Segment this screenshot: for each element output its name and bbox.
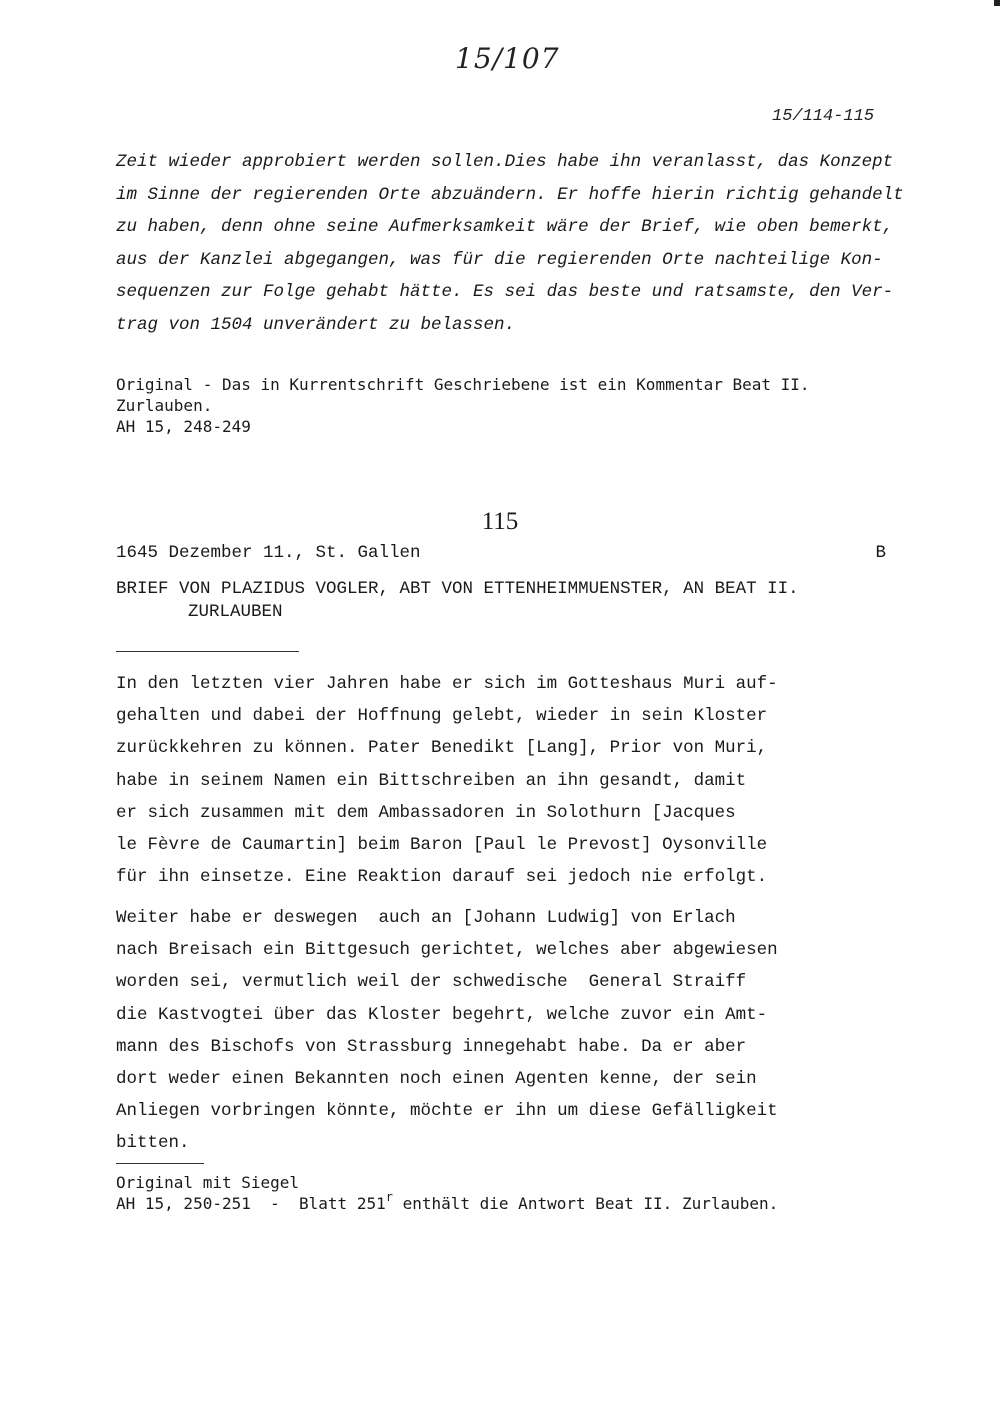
- text-line: gehalten und dabei der Hoffnung gelebt, wieder in sein Kloster: [116, 706, 768, 727]
- note-line: Original mit Siegel: [116, 1173, 300, 1192]
- letter-type: B: [875, 543, 886, 563]
- text-line: zu haben, denn ohne seine Aufmerksamkeit wäre der Brief, wie oben bemerkt,: [116, 217, 894, 238]
- text-line: Zeit wieder approbiert werden sollen.Dies habe ihn veranlasst, das Konzept: [116, 152, 894, 172]
- paragraph-1: [116, 668, 916, 893]
- text-line: er sich zusammen mit dem Ambassadoren in Solothurn [Jacques: [116, 802, 736, 823]
- note-line: Zurlauben.: [116, 396, 213, 415]
- note-line: Original - Das in Kurrentschrift Geschriebene ist ein Kommentar Beat II.: [116, 375, 810, 394]
- text-line: bitten.: [116, 1133, 190, 1154]
- handwritten-folio-number: 15/107: [455, 42, 560, 75]
- divider: [116, 1163, 204, 1164]
- text-line: nach Breisach ein Bittgesuch gerichtet, welches aber abgewiesen: [116, 940, 778, 961]
- note-text: AH 15, 250-251 - Blatt 251: [116, 1194, 386, 1213]
- text-line: mann des Bischofs von Strassburg innegehabt habe. Da er aber: [116, 1036, 747, 1057]
- date-place: 1645 Dezember 11., St. Gallen: [116, 543, 421, 563]
- source-note-2: [116, 1172, 778, 1216]
- header-line: ZURLAUBEN: [188, 602, 283, 622]
- text-line: habe in seinem Namen ein Bittschreiben an ihn gesandt, damit: [116, 770, 747, 791]
- letter-header: [116, 578, 916, 624]
- divider: [116, 651, 299, 652]
- text-line: In den letzten vier Jahren habe er sich im Gotteshaus Muri auf-: [116, 674, 778, 694]
- text-line: für ihn einsetze. Eine Reaktion darauf sei jedoch nie erfolgt.: [116, 867, 768, 888]
- text-line: zurückkehren zu können. Pater Benedikt [Lang], Prior von Muri,: [116, 738, 768, 759]
- text-line: Anliegen vorbringen könnte, möchte er ihn um diese Gefälligkeit: [116, 1101, 778, 1122]
- text-line: die Kastvogtei über das Kloster begehrt, welche zuvor ein Amt-: [116, 1004, 768, 1025]
- text-line: le Fèvre de Caumartin] beim Baron [Paul le Prevost] Oysonville: [116, 835, 768, 856]
- note-text: enthält die Antwort Beat II. Zurlauben.: [392, 1194, 779, 1213]
- source-note-1: [116, 374, 810, 437]
- continuation-text: [116, 146, 904, 342]
- text-line: worden sei, vermutlich weil der schwedische General Straiff: [116, 972, 747, 993]
- text-line: dort weder einen Bekannten noch einen Agenten kenne, der sein: [116, 1069, 757, 1090]
- document-number: 115: [481, 508, 519, 535]
- note-line: [116, 1190, 779, 1216]
- text-line: sequenzen zur Folge gehabt hätte. Es sei das beste und ratsamste, den Ver-: [116, 282, 894, 303]
- paragraph-2: [116, 902, 916, 1160]
- note-line: AH 15, 248-249: [116, 417, 251, 436]
- date-place-line: [116, 543, 886, 563]
- header-line: BRIEF VON PLAZIDUS VOGLER, ABT VON ETTENHEIMMUENSTER, AN BEAT II.: [116, 579, 799, 599]
- superscript-r: r: [385, 1190, 393, 1204]
- text-line: im Sinne der regierenden Orte abzuändern. Er hoffe hierin richtig gehandelt: [116, 184, 904, 205]
- scan-corner-mark: [994, 0, 1000, 6]
- text-line: trag von 1504 unverändert zu belassen.: [116, 314, 516, 335]
- text-line: aus der Kanzlei abgegangen, was für die regierenden Orte nachteilige Kon-: [116, 249, 883, 270]
- page-reference: 15/114-115: [772, 107, 875, 126]
- text-line: Weiter habe er deswegen auch an [Johann Ludwig] von Erlach: [116, 908, 736, 928]
